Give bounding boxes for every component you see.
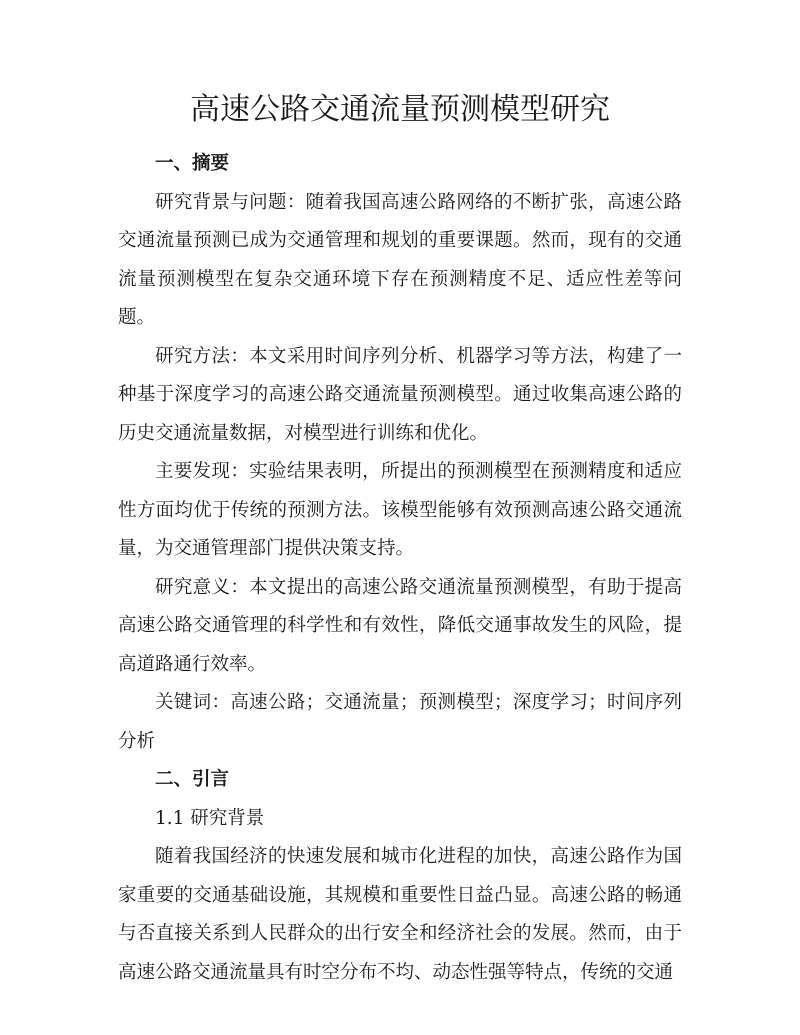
abstract-findings-paragraph: 主要发现：实验结果表明，所提出的预测模型在预测精度和适应性方面均优于传统的预测方法。该模型能够有效预测高速公路交通流量，为交通管理部门提供决策支持。	[118, 461, 682, 559]
abstract-method-paragraph: 研究方法：本文采用时间序列分析、机器学习等方法，构建了一种基于深度学习的高速公路交通流量预测模型。通过收集高速公路的历史交通流量数据，对模型进行训练和优化。	[118, 345, 682, 444]
abstract-background-paragraph: 研究背景与问题：随着我国高速公路网络的不断扩张，高速公路交通流量预测已成为交通管理和规划的重要课题。然而，现有的交通流量预测模型在复杂交通环境下存在预测精度不足、适应性差等问题。	[118, 191, 682, 328]
research-background-subheading: 1.1 研究背景	[155, 807, 265, 829]
abstract-significance-paragraph: 研究意义：本文提出的高速公路交通流量预测模型，有助于提高高速公路交通管理的科学性和有效性，降低交通事故发生的风险，提高道路通行效率。	[118, 576, 682, 675]
document-body	[118, 145, 682, 992]
keywords-paragraph: 关键词：高速公路；交通流量；预测模型；深度学习；时间序列分析	[118, 692, 682, 752]
introduction-heading: 二、引言	[155, 769, 230, 790]
abstract-heading: 一、摘要	[155, 153, 230, 174]
introduction-paragraph: 随着我国经济的快速发展和城市化进程的加快，高速公路作为国家重要的交通基础设施，其规模和重要性日益凸显。高速公路的畅通与否直接关系到人民群众的出行安全和经济社会的发展。然而，由于高速公路交通流量具有时空分布不均、动态性强等特点，传统的交通	[118, 846, 682, 983]
document-title: 高速公路交通流量预测模型研究	[190, 92, 610, 127]
